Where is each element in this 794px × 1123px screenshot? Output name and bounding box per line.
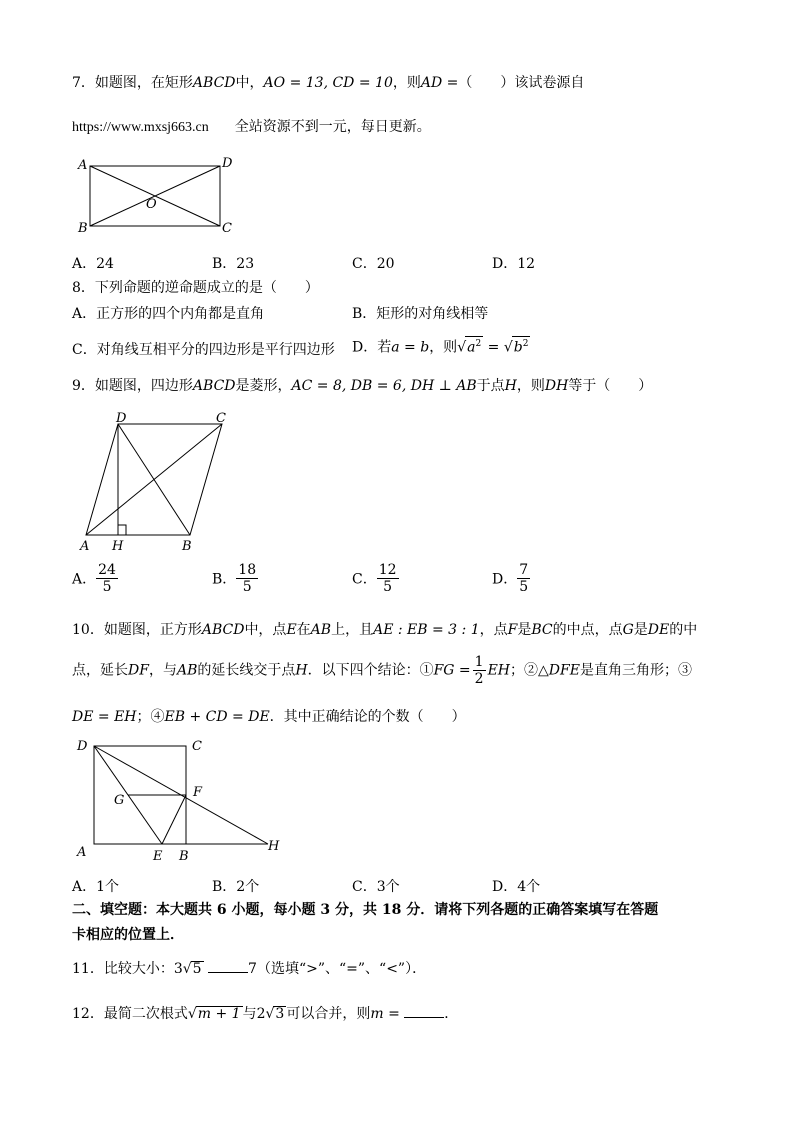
q7-source-line [72, 116, 431, 136]
section2-heading-line1: 二、填空题：本大题共 6 小题，每小题 3 分，共 18 分．请将下列各题的正确答案填写在答题 [72, 902, 659, 918]
q9-option-b[interactable]: B． $\frac{18}{5}$ [212, 562, 257, 595]
label-D: D [77, 739, 88, 754]
q9-option-a[interactable]: A． $\frac{24}{5}$ [72, 562, 116, 595]
label-O: O [146, 197, 157, 212]
label-B: B [182, 539, 192, 554]
source-slogan: 全站资源不到一元，每日更新。 [234, 119, 431, 135]
q7-option-b[interactable]: B．23 [212, 256, 255, 272]
q7-figure [72, 152, 242, 236]
q8-option-c[interactable]: C．对角线互相平分的四边形是平行四边形 [72, 342, 335, 358]
source-url: https://www.mxsj663.cn [72, 120, 209, 135]
label-B: B [78, 221, 88, 236]
segment-ef [162, 795, 186, 844]
q8-option-d[interactable]: D．若a = b，则$√a^2 = √b^2$ [352, 336, 530, 357]
section2-heading-line2: 卡相应的位置上． [72, 927, 184, 943]
label-C: C [192, 739, 202, 754]
label-A: A [78, 158, 88, 173]
q9-stem: 9．如题图，四边形ABCD是菱形，AC = 8, DB = 6, DH ⊥ AB于点H，则DH等于（ ） [72, 378, 653, 394]
q10-stem-line2: 点，延长DF，与AB的延长线交于点H．以下四个结论：①FG = $\frac{1}{2}$ EH；②△DFE是直角三角形；③ [72, 654, 692, 687]
q8-option-b[interactable]: B．矩形的对角线相等 [352, 306, 489, 322]
q7-option-d[interactable]: D．12 [492, 256, 536, 272]
q11-stem: 11．比较大小：3√5 7（选填“>”、“=”、“<”）． [72, 958, 426, 978]
q7-option-a[interactable]: A．24 [72, 256, 114, 272]
right-angle-mark [118, 525, 126, 535]
label-G: G [114, 793, 125, 808]
label-A: A [77, 845, 87, 860]
q9-option-c[interactable]: C． $\frac{12}{5}$ [352, 562, 397, 595]
q11-answer-blank[interactable] [208, 958, 248, 973]
q12-stem: 12．最简二次根式√m + 1 与2√3 可以合并，则m = ． [72, 1003, 458, 1023]
label-C: C [222, 221, 232, 236]
q12-answer-blank[interactable] [404, 1003, 444, 1018]
q9-figure [72, 412, 242, 557]
label-E: E [153, 849, 163, 864]
q8-option-a[interactable]: A．正方形的四个内角都是直角 [72, 306, 265, 322]
label-D: D [116, 412, 127, 426]
label-H: H [112, 539, 124, 554]
q10-option-b[interactable]: B．2个 [212, 879, 260, 895]
q10-stem-line1: 10．如题图，正方形ABCD中，点E在AB上，且AE : EB = 3 : 1，点F是BC的中点，点G是DE的中 [72, 622, 698, 638]
q10-option-d[interactable]: D．4个 [492, 879, 541, 895]
q10-figure [72, 736, 292, 866]
q10-stem-line3: DE = EH；④EB + CD = DE．其中正确结论的个数（ ） [72, 709, 466, 725]
label-C: C [216, 412, 226, 426]
q8-stem: 8．下列命题的逆命题成立的是（ ） [72, 280, 319, 296]
q10-option-c[interactable]: C．3个 [352, 879, 400, 895]
label-A: A [80, 539, 90, 554]
label-D: D [222, 156, 233, 171]
diagonal-db [118, 424, 190, 535]
label-B: B [179, 849, 189, 864]
label-H: H [268, 839, 280, 854]
q7-option-c[interactable]: C．20 [352, 256, 395, 272]
q9-option-d[interactable]: D． $\frac{7}{5}$ [492, 562, 529, 595]
q7-stem: 7．如题图，在矩形ABCD中，AO = 13, CD = 10，则AD =（ ）该试卷源自 [72, 75, 585, 91]
label-F: F [193, 785, 203, 800]
q10-option-a[interactable]: A．1个 [72, 879, 120, 895]
